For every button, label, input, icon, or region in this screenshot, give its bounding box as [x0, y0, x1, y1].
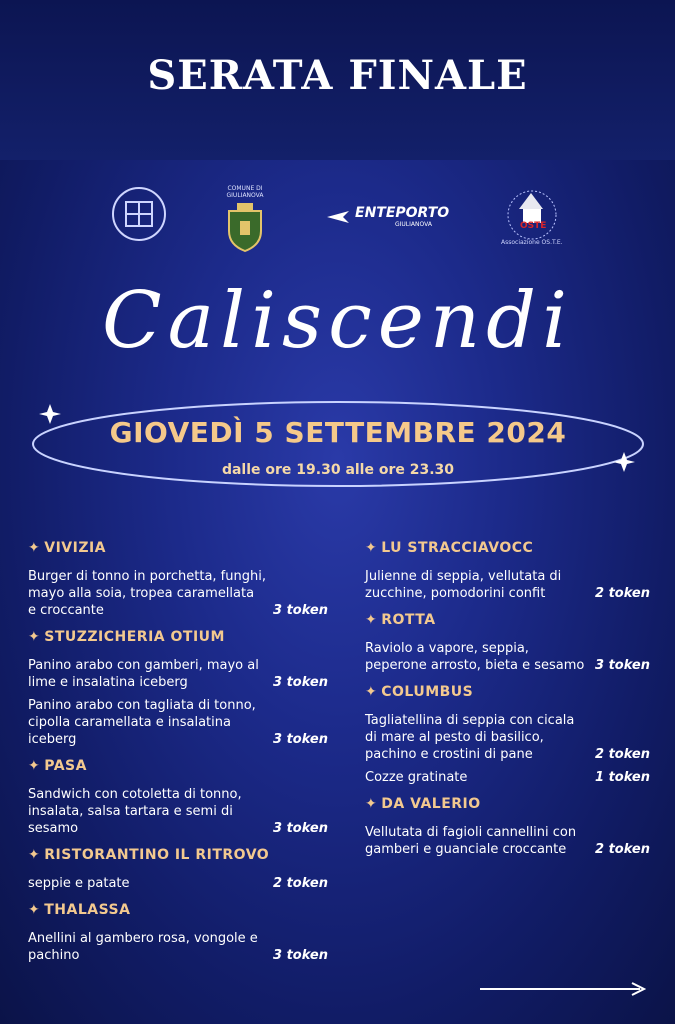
- date-banner: [28, 392, 648, 497]
- vendor-block: [28, 847, 328, 892]
- dish-item: [365, 640, 650, 674]
- dish-token-price: 1 token: [595, 770, 650, 785]
- dish-item: [365, 568, 650, 602]
- vendor-block: [365, 796, 650, 858]
- event-date: GIOVEDÌ 5 SETTEMBRE 2024: [109, 416, 567, 449]
- dish-token-price: 3 token: [273, 675, 328, 690]
- vendor-label: COLUMBUS: [381, 684, 474, 700]
- dish-token-price: 3 token: [273, 732, 328, 747]
- dish-description: Panino arabo con gamberi, mayo al lime e insalatina iceberg: [28, 658, 259, 690]
- vendor-name: [365, 540, 650, 556]
- vendor-name: [365, 796, 650, 812]
- dish-token-price: 2 token: [595, 586, 650, 601]
- dish-item: [365, 824, 650, 858]
- menu-column-right: [365, 540, 650, 868]
- vendor-label: VIVIZIA: [44, 540, 107, 556]
- dish-token-price: 3 token: [273, 821, 328, 836]
- dish-token-price: 2 token: [595, 842, 650, 857]
- vendor-block: [365, 684, 650, 786]
- dish-description: Anellini al gambero rosa, vongole e pachino: [28, 931, 258, 963]
- vendor-block: [365, 540, 650, 602]
- vendor-label: THALASSA: [44, 902, 131, 918]
- dish-token-price: 2 token: [595, 747, 650, 762]
- star-icon: ✦: [28, 629, 41, 645]
- oste-logo: OSTE Associazione OS.T.E.: [495, 185, 569, 251]
- comune-giulianova-logo: COMUNE DI GIULIANOVA: [215, 185, 275, 253]
- dish-item: [28, 786, 328, 837]
- vendor-name: [28, 902, 328, 918]
- dish-item: [365, 769, 650, 786]
- dish-description: Raviolo a vapore, seppia, peperone arrosto, bieta e sesamo: [365, 641, 585, 673]
- dish-description: Sandwich con cotoletta di tonno, insalata, salsa tartara e semi di sesamo: [28, 787, 242, 836]
- star-icon: ✦: [365, 684, 378, 700]
- vendor-block: [365, 612, 650, 674]
- dish-description: Tagliatellina di seppia con cicala di mare al pesto di basilico, pachino e crostini di pane: [365, 713, 575, 762]
- vendor-name: [28, 540, 328, 556]
- star-icon: ✦: [365, 612, 378, 628]
- star-icon: ✦: [28, 847, 41, 863]
- vendor-label: ROTTA: [381, 612, 436, 628]
- dish-description: Panino arabo con tagliata di tonno, cipolla caramellata e insalatina iceberg: [28, 698, 256, 747]
- dish-description: Burger di tonno in porchetta, funghi, mayo alla soia, tropea caramellata e croccante: [28, 569, 266, 618]
- dish-description: Julienne di seppia, vellutata di zucchine, pomodorini confit: [365, 569, 562, 601]
- star-icon: ✦: [365, 540, 378, 556]
- vendor-name: [28, 847, 328, 863]
- vendor-name: [28, 629, 328, 645]
- club-logo: [110, 185, 168, 243]
- dish-item: [28, 657, 328, 691]
- vendor-block: [28, 902, 328, 964]
- sponsor-logos: COMUNE DI GIULIANOVA ENTEPORTO GIULIANOVA OSTE Associazione OS.T.E.: [0, 185, 675, 255]
- arrow-right-icon[interactable]: [480, 982, 646, 996]
- star-icon: ✦: [365, 796, 378, 812]
- dish-token-price: 3 token: [273, 948, 328, 963]
- vendor-name: [365, 684, 650, 700]
- dish-token-price: 2 token: [273, 876, 328, 891]
- vendor-name: [28, 758, 328, 774]
- dish-item: [28, 697, 328, 748]
- vendor-label: DA VALERIO: [381, 796, 481, 812]
- dish-item: [28, 875, 328, 892]
- star-icon: ✦: [28, 902, 41, 918]
- dish-item: [28, 930, 328, 964]
- menu-column-left: [28, 540, 328, 974]
- dish-description: Vellutata di fagioli cannellini con gamberi e guanciale croccante: [365, 825, 577, 857]
- dish-description: seppie e patate: [28, 876, 130, 891]
- event-hours: dalle ore 19.30 alle ore 23.30: [221, 462, 455, 478]
- dish-item: [365, 712, 650, 763]
- dish-item: [28, 568, 328, 619]
- vendor-name: [365, 612, 650, 628]
- vendor-block: [28, 540, 328, 619]
- dish-token-price: 3 token: [595, 658, 650, 673]
- vendor-label: PASA: [44, 758, 87, 774]
- vendor-block: [28, 629, 328, 748]
- page-title: SERATA FINALE: [147, 52, 528, 99]
- star-icon: ✦: [28, 758, 41, 774]
- vendor-label: LU STRACCIAVOCC: [381, 540, 534, 556]
- vendor-block: [28, 758, 328, 837]
- dish-description: Cozze gratinate: [365, 770, 468, 785]
- vendor-label: STUZZICHERIA OTIUM: [44, 629, 225, 645]
- vendor-label: RISTORANTINO IL RITROVO: [44, 847, 270, 863]
- event-brand: Caliscendi: [101, 276, 574, 366]
- star-icon: ✦: [28, 540, 41, 556]
- dish-token-price: 3 token: [273, 603, 328, 618]
